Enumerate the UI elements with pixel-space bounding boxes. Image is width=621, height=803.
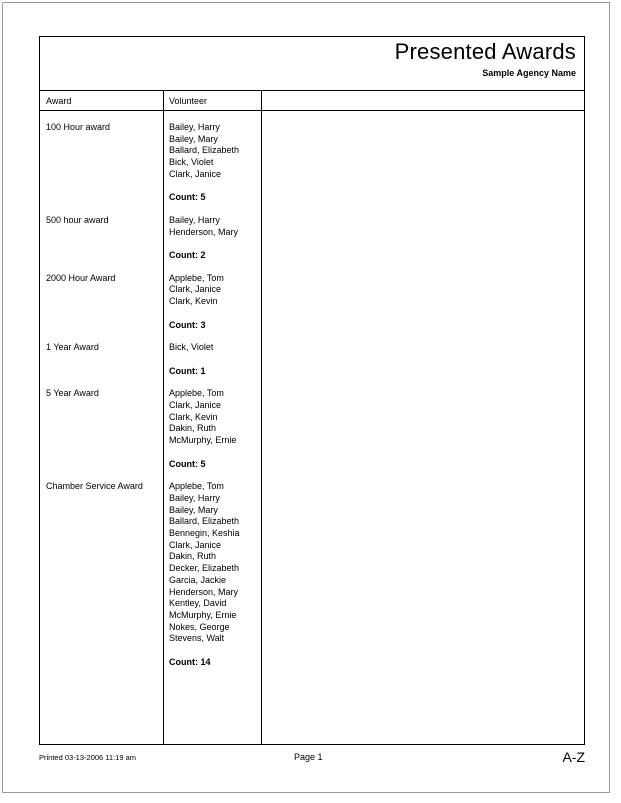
award-name: 2000 Hour Award: [46, 272, 116, 283]
award-group: [40, 262, 584, 332]
group-count: Count: 2: [169, 250, 206, 260]
page-number: Page 1: [294, 752, 323, 762]
award-group: [40, 111, 584, 204]
volunteer-name: Dakin, Ruth: [169, 423, 217, 434]
volunteer-name: Clark, Janice: [169, 168, 222, 179]
volunteer-name: Bailey, Harry: [169, 122, 220, 132]
printed-timestamp: Printed 03-13-2006 11:19 am: [39, 753, 137, 762]
volunteer-name: Clark, Kevin: [169, 296, 218, 307]
volunteer-name: Dakin, Ruth: [169, 551, 217, 562]
volunteer-name: Clark, Janice: [169, 400, 222, 410]
volunteer-name: Clark, Janice: [169, 284, 222, 295]
award-group: [40, 331, 584, 377]
sort-order-label: A-Z: [562, 749, 585, 765]
volunteer-name: Nokes, George: [169, 621, 230, 632]
page-title: Presented Awards: [394, 39, 576, 64]
volunteer-name: Clark, Kevin: [169, 411, 218, 422]
volunteer-name: Bailey, Mary: [169, 133, 218, 144]
agency-name: Sample Agency Name: [482, 68, 576, 78]
volunteer-name: Ballard, Elizabeth: [169, 145, 240, 156]
volunteer-name: Bick, Violet: [169, 342, 214, 353]
group-count: Count: 1: [169, 365, 206, 376]
column-header-award: Award: [46, 96, 72, 106]
volunteer-list: [169, 215, 279, 262]
report-page: [2, 2, 610, 793]
award-name: 100 Hour award: [46, 122, 111, 132]
volunteer-list: [169, 481, 279, 668]
volunteer-list: [169, 342, 279, 377]
volunteer-list: [169, 388, 279, 470]
report-header: [39, 36, 585, 90]
volunteer-name: Bick, Violet: [169, 157, 214, 168]
volunteer-name: Ballard, Elizabeth: [169, 516, 240, 527]
volunteer-name: Bennegin, Keshia: [169, 528, 240, 539]
volunteer-name: Henderson, Mary: [169, 586, 239, 597]
volunteer-list: [169, 122, 279, 204]
award-group: [40, 204, 584, 262]
award-name: 5 Year Award: [46, 388, 99, 399]
volunteer-name: Henderson, Mary: [169, 226, 239, 237]
award-name: Chamber Service Award: [46, 481, 143, 492]
volunteer-name: Garcia, Jackie: [169, 574, 227, 585]
volunteer-name: Applebe, Tom: [169, 272, 224, 283]
volunteer-name: McMurphy, Ernie: [169, 609, 237, 620]
volunteer-name: Clark, Janice: [169, 539, 222, 550]
volunteer-name: McMurphy, Ernie: [169, 435, 237, 446]
volunteer-name: Applebe, Tom: [169, 388, 224, 399]
volunteer-name: Kentley, David: [169, 598, 227, 609]
table-header-row: [40, 91, 584, 111]
volunteer-name: Bailey, Harry: [169, 492, 220, 503]
group-count: Count: 14: [169, 656, 211, 667]
table-body: [40, 111, 584, 744]
volunteer-name: Applebe, Tom: [169, 481, 224, 492]
group-count: Count: 5: [169, 192, 206, 203]
award-group: [40, 470, 584, 668]
volunteer-name: Stevens, Walt: [169, 633, 225, 644]
volunteer-name: Bailey, Harry: [169, 214, 220, 225]
volunteer-name: Decker, Elizabeth: [169, 563, 240, 574]
volunteer-name: Bailey, Mary: [169, 504, 218, 515]
page-footer: [39, 749, 585, 768]
award-group: [40, 377, 584, 470]
volunteer-list: [169, 273, 279, 332]
awards-table: [39, 90, 585, 745]
column-header-volunteer: Volunteer: [169, 96, 208, 106]
group-count: Count: 5: [169, 458, 206, 469]
award-name: 500 hour award: [46, 214, 109, 225]
group-count: Count: 3: [169, 319, 206, 330]
award-name: 1 Year Award: [46, 342, 99, 353]
